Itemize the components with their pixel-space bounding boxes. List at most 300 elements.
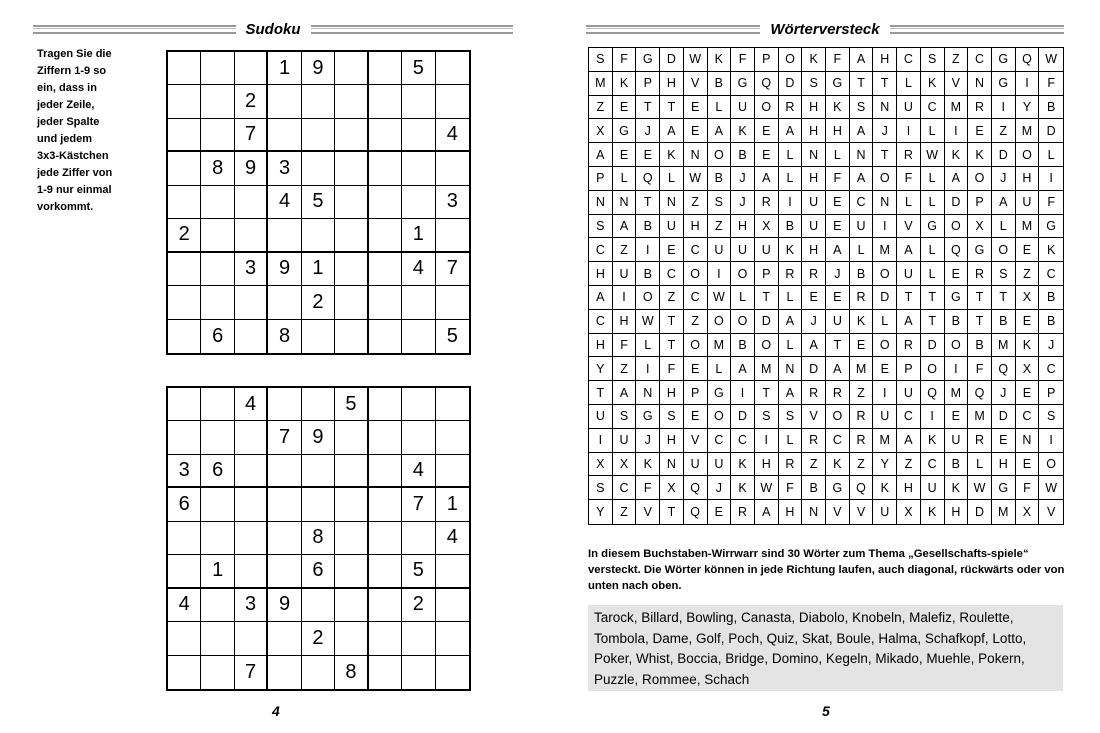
sudoku-cell[interactable] (436, 388, 469, 421)
wordsearch-letter[interactable]: T (589, 381, 613, 405)
wordsearch-letter[interactable]: D (968, 500, 992, 524)
wordsearch-letter[interactable]: T (636, 191, 660, 215)
sudoku-cell[interactable] (436, 421, 469, 454)
wordsearch-letter[interactable]: O (992, 238, 1016, 262)
sudoku-cell[interactable] (201, 589, 234, 622)
wordsearch-letter[interactable]: H (660, 72, 684, 96)
sudoku-cell[interactable] (369, 85, 402, 118)
wordsearch-letter[interactable]: E (1016, 381, 1040, 405)
wordsearch-letter[interactable]: H (873, 48, 897, 72)
wordsearch-letter[interactable]: D (873, 286, 897, 310)
sudoku-cell[interactable] (402, 388, 435, 421)
sudoku-cell[interactable] (268, 622, 301, 655)
sudoku-cell[interactable] (302, 589, 335, 622)
wordsearch-letter[interactable]: F (660, 357, 684, 381)
wordsearch-letter[interactable]: N (873, 191, 897, 215)
wordsearch-letter[interactable]: D (731, 405, 755, 429)
wordsearch-letter[interactable]: O (708, 310, 732, 334)
wordsearch-letter[interactable]: E (850, 334, 874, 358)
wordsearch-letter[interactable]: E (992, 429, 1016, 453)
wordsearch-letter[interactable]: T (968, 310, 992, 334)
wordsearch-letter[interactable]: D (921, 334, 945, 358)
wordsearch-letter[interactable]: T (660, 96, 684, 120)
wordsearch-letter[interactable]: U (1016, 191, 1040, 215)
wordsearch-letter[interactable]: W (708, 286, 732, 310)
wordsearch-letter[interactable]: L (660, 167, 684, 191)
wordsearch-letter[interactable]: F (613, 334, 637, 358)
wordsearch-letter[interactable]: A (613, 215, 637, 239)
wordsearch-letter[interactable]: U (731, 238, 755, 262)
wordsearch-letter[interactable]: I (708, 262, 732, 286)
wordsearch-letter[interactable]: V (945, 72, 969, 96)
wordsearch-letter[interactable]: C (660, 262, 684, 286)
wordsearch-letter[interactable]: L (708, 357, 732, 381)
wordsearch-letter[interactable]: C (968, 48, 992, 72)
wordsearch-letter[interactable]: X (589, 453, 613, 477)
sudoku-cell[interactable] (436, 286, 469, 319)
wordsearch-letter[interactable]: F (1016, 476, 1040, 500)
sudoku-cell[interactable]: 8 (268, 320, 301, 353)
wordsearch-letter[interactable]: B (992, 310, 1016, 334)
wordsearch-letter[interactable]: M (945, 381, 969, 405)
sudoku-cell[interactable] (201, 253, 234, 286)
wordsearch-letter[interactable]: Z (684, 191, 708, 215)
wordsearch-letter[interactable]: L (613, 167, 637, 191)
wordsearch-letter[interactable]: M (1016, 119, 1040, 143)
wordsearch-letter[interactable]: C (589, 310, 613, 334)
sudoku-cell[interactable] (436, 622, 469, 655)
wordsearch-letter[interactable]: L (897, 72, 921, 96)
wordsearch-letter[interactable]: T (897, 286, 921, 310)
wordsearch-letter[interactable]: R (779, 96, 803, 120)
wordsearch-letter[interactable]: X (1016, 500, 1040, 524)
wordsearch-letter[interactable]: V (897, 215, 921, 239)
wordsearch-letter[interactable]: U (802, 215, 826, 239)
wordsearch-letter[interactable]: K (945, 476, 969, 500)
wordsearch-letter[interactable]: J (1039, 334, 1063, 358)
wordsearch-letter[interactable]: O (1039, 453, 1063, 477)
wordsearch-letter[interactable]: C (1039, 357, 1063, 381)
sudoku-cell[interactable] (436, 589, 469, 622)
wordsearch-letter[interactable]: U (897, 381, 921, 405)
sudoku-cell[interactable]: 6 (201, 455, 234, 488)
sudoku-cell[interactable] (201, 85, 234, 118)
wordsearch-letter[interactable]: Q (968, 381, 992, 405)
wordsearch-letter[interactable]: G (731, 72, 755, 96)
wordsearch-letter[interactable]: Q (755, 72, 779, 96)
wordsearch-letter[interactable]: L (992, 215, 1016, 239)
wordsearch-letter[interactable]: O (708, 143, 732, 167)
sudoku-cell[interactable] (335, 589, 368, 622)
wordsearch-letter[interactable]: N (660, 191, 684, 215)
wordsearch-letter[interactable]: L (779, 334, 803, 358)
wordsearch-letter[interactable]: K (921, 72, 945, 96)
wordsearch-letter[interactable]: R (755, 191, 779, 215)
sudoku-cell[interactable] (402, 286, 435, 319)
wordsearch-letter[interactable]: I (755, 429, 779, 453)
wordsearch-letter[interactable]: H (731, 215, 755, 239)
wordsearch-letter[interactable]: U (613, 262, 637, 286)
wordsearch-letter[interactable]: B (1039, 286, 1063, 310)
wordsearch-letter[interactable]: Z (613, 500, 637, 524)
wordsearch-letter[interactable]: L (779, 167, 803, 191)
wordsearch-letter[interactable]: T (873, 72, 897, 96)
wordsearch-letter[interactable]: N (850, 143, 874, 167)
wordsearch-letter[interactable]: A (731, 357, 755, 381)
wordsearch-letter[interactable]: O (873, 262, 897, 286)
wordsearch-letter[interactable]: R (968, 262, 992, 286)
wordsearch-letter[interactable]: P (755, 262, 779, 286)
wordsearch-letter[interactable]: S (850, 96, 874, 120)
wordsearch-letter[interactable]: Q (1016, 48, 1040, 72)
wordsearch-letter[interactable]: L (779, 143, 803, 167)
wordsearch-letter[interactable]: P (589, 167, 613, 191)
sudoku-cell[interactable] (201, 219, 234, 252)
wordsearch-letter[interactable]: J (826, 262, 850, 286)
wordsearch-letter[interactable]: I (731, 381, 755, 405)
wordsearch-letter[interactable]: D (945, 191, 969, 215)
sudoku-cell[interactable] (335, 455, 368, 488)
wordsearch-letter[interactable]: R (968, 96, 992, 120)
sudoku-cell[interactable] (302, 455, 335, 488)
wordsearch-letter[interactable]: T (755, 381, 779, 405)
wordsearch-letter[interactable]: K (660, 143, 684, 167)
wordsearch-letter[interactable]: T (968, 286, 992, 310)
wordsearch-letter[interactable]: G (1039, 215, 1063, 239)
sudoku-cell[interactable] (201, 522, 234, 555)
sudoku-cell[interactable] (335, 286, 368, 319)
wordsearch-letter[interactable]: E (802, 286, 826, 310)
sudoku-cell[interactable] (168, 622, 201, 655)
wordsearch-letter[interactable]: U (684, 453, 708, 477)
sudoku-cell[interactable] (235, 286, 268, 319)
wordsearch-letter[interactable]: T (755, 286, 779, 310)
sudoku-cell[interactable] (369, 455, 402, 488)
wordsearch-letter[interactable]: Z (850, 453, 874, 477)
wordsearch-letter[interactable]: U (850, 215, 874, 239)
sudoku-cell[interactable] (268, 555, 301, 588)
wordsearch-letter[interactable]: W (921, 143, 945, 167)
wordsearch-letter[interactable]: R (850, 405, 874, 429)
sudoku-cell[interactable] (201, 119, 234, 152)
wordsearch-letter[interactable]: S (660, 405, 684, 429)
wordsearch-letter[interactable]: C (731, 429, 755, 453)
sudoku-cell[interactable] (402, 622, 435, 655)
sudoku-cell[interactable] (268, 286, 301, 319)
sudoku-cell[interactable] (268, 455, 301, 488)
sudoku-cell[interactable] (302, 219, 335, 252)
wordsearch-letter[interactable]: J (636, 429, 660, 453)
wordsearch-letter[interactable]: Z (992, 119, 1016, 143)
wordsearch-letter[interactable]: Y (589, 357, 613, 381)
wordsearch-letter[interactable]: Z (613, 238, 637, 262)
sudoku-cell[interactable] (168, 421, 201, 454)
wordsearch-letter[interactable]: J (636, 119, 660, 143)
wordsearch-letter[interactable]: P (684, 381, 708, 405)
wordsearch-letter[interactable]: S (992, 262, 1016, 286)
wordsearch-letter[interactable]: Z (613, 357, 637, 381)
wordsearch-letter[interactable]: E (1016, 310, 1040, 334)
sudoku-cell[interactable] (302, 320, 335, 353)
wordsearch-letter[interactable]: C (826, 429, 850, 453)
wordsearch-letter[interactable]: O (873, 167, 897, 191)
wordsearch-letter[interactable]: W (1039, 476, 1063, 500)
wordsearch-letter[interactable]: U (945, 429, 969, 453)
wordsearch-letter[interactable]: A (850, 48, 874, 72)
sudoku-cell[interactable] (436, 152, 469, 185)
wordsearch-letter[interactable]: L (850, 238, 874, 262)
wordsearch-letter[interactable]: F (826, 167, 850, 191)
wordsearch-letter[interactable]: B (850, 262, 874, 286)
sudoku-cell[interactable] (201, 488, 234, 521)
wordsearch-letter[interactable]: Y (589, 500, 613, 524)
wordsearch-letter[interactable]: N (1016, 429, 1040, 453)
sudoku-cell[interactable] (369, 219, 402, 252)
wordsearch-letter[interactable]: Z (945, 48, 969, 72)
wordsearch-letter[interactable]: J (992, 381, 1016, 405)
wordsearch-letter[interactable]: O (684, 262, 708, 286)
wordsearch-letter[interactable]: V (636, 500, 660, 524)
wordsearch-letter[interactable]: S (613, 405, 637, 429)
sudoku-cell[interactable]: 8 (201, 152, 234, 185)
wordsearch-letter[interactable]: J (708, 476, 732, 500)
wordsearch-letter[interactable]: C (613, 476, 637, 500)
wordsearch-letter[interactable]: I (992, 96, 1016, 120)
wordsearch-letter[interactable]: O (945, 334, 969, 358)
wordsearch-letter[interactable]: F (897, 167, 921, 191)
sudoku-cell[interactable]: 8 (335, 656, 368, 689)
wordsearch-letter[interactable]: M (708, 334, 732, 358)
wordsearch-letter[interactable]: V (826, 500, 850, 524)
sudoku-cell[interactable] (201, 388, 234, 421)
wordsearch-letter[interactable]: F (826, 48, 850, 72)
wordsearch-letter[interactable]: S (589, 476, 613, 500)
wordsearch-letter[interactable]: A (850, 167, 874, 191)
wordsearch-letter[interactable]: U (802, 191, 826, 215)
wordsearch-letter[interactable]: Z (897, 453, 921, 477)
sudoku-cell[interactable] (369, 555, 402, 588)
wordsearch-letter[interactable]: I (1039, 429, 1063, 453)
wordsearch-letter[interactable]: E (613, 143, 637, 167)
wordsearch-letter[interactable]: H (684, 215, 708, 239)
sudoku-cell[interactable]: 9 (235, 152, 268, 185)
wordsearch-letter[interactable]: Q (992, 357, 1016, 381)
wordsearch-letter[interactable]: K (968, 143, 992, 167)
sudoku-cell[interactable]: 2 (302, 622, 335, 655)
wordsearch-letter[interactable]: H (1016, 167, 1040, 191)
sudoku-cell[interactable] (335, 421, 368, 454)
wordsearch-letter[interactable]: I (1039, 167, 1063, 191)
wordsearch-letter[interactable]: G (613, 119, 637, 143)
sudoku-cell[interactable] (168, 555, 201, 588)
wordsearch-letter[interactable]: N (613, 191, 637, 215)
wordsearch-letter[interactable]: I (945, 357, 969, 381)
sudoku-cell[interactable] (402, 119, 435, 152)
wordsearch-letter[interactable]: W (684, 167, 708, 191)
wordsearch-letter[interactable]: R (802, 429, 826, 453)
sudoku-cell[interactable]: 4 (235, 388, 268, 421)
sudoku-cell[interactable]: 2 (402, 589, 435, 622)
sudoku-cell[interactable] (168, 152, 201, 185)
wordsearch-letter[interactable]: A (897, 429, 921, 453)
wordsearch-letter[interactable]: O (921, 357, 945, 381)
wordsearch-letter[interactable]: C (684, 286, 708, 310)
sudoku-cell[interactable]: 4 (402, 455, 435, 488)
wordsearch-letter[interactable]: B (708, 167, 732, 191)
wordsearch-letter[interactable]: V (684, 429, 708, 453)
wordsearch-letter[interactable]: E (684, 405, 708, 429)
sudoku-cell[interactable] (369, 52, 402, 85)
wordsearch-letter[interactable]: E (660, 238, 684, 262)
wordsearch-letter[interactable]: O (1016, 143, 1040, 167)
wordsearch-letter[interactable]: C (1039, 262, 1063, 286)
wordsearch-letter[interactable]: I (636, 238, 660, 262)
wordsearch-letter[interactable]: M (945, 96, 969, 120)
wordsearch-letter[interactable]: N (802, 143, 826, 167)
sudoku-cell[interactable] (335, 85, 368, 118)
wordsearch-letter[interactable]: O (873, 334, 897, 358)
wordsearch-letter[interactable]: I (945, 119, 969, 143)
sudoku-cell[interactable] (369, 320, 402, 353)
wordsearch-letter[interactable]: A (613, 381, 637, 405)
wordsearch-letter[interactable]: E (826, 215, 850, 239)
wordsearch-letter[interactable]: J (992, 167, 1016, 191)
wordsearch-letter[interactable]: A (850, 119, 874, 143)
wordsearch-letter[interactable]: F (779, 476, 803, 500)
sudoku-cell[interactable]: 3 (268, 152, 301, 185)
wordsearch-letter[interactable]: O (826, 405, 850, 429)
sudoku-cell[interactable] (201, 656, 234, 689)
sudoku-cell[interactable] (402, 522, 435, 555)
sudoku-cell[interactable] (201, 52, 234, 85)
wordsearch-letter[interactable]: M (873, 238, 897, 262)
wordsearch-letter[interactable]: F (636, 476, 660, 500)
wordsearch-letter[interactable]: W (636, 310, 660, 334)
wordsearch-letter[interactable]: E (826, 286, 850, 310)
wordsearch-letter[interactable]: R (968, 429, 992, 453)
wordsearch-letter[interactable]: X (589, 119, 613, 143)
wordsearch-letter[interactable]: E (873, 357, 897, 381)
wordsearch-letter[interactable]: I (1016, 72, 1040, 96)
wordsearch-letter[interactable]: A (779, 381, 803, 405)
wordsearch-letter[interactable]: L (1039, 143, 1063, 167)
sudoku-cell[interactable]: 6 (168, 488, 201, 521)
wordsearch-letter[interactable]: M (1016, 215, 1040, 239)
wordsearch-letter[interactable]: G (992, 72, 1016, 96)
sudoku-cell[interactable] (201, 286, 234, 319)
sudoku-cell[interactable]: 1 (268, 52, 301, 85)
wordsearch-letter[interactable]: P (897, 357, 921, 381)
wordsearch-letter[interactable]: I (613, 286, 637, 310)
sudoku-cell[interactable]: 2 (235, 85, 268, 118)
wordsearch-letter[interactable]: A (779, 119, 803, 143)
sudoku-cell[interactable] (335, 253, 368, 286)
wordsearch-letter[interactable]: T (921, 310, 945, 334)
sudoku-cell[interactable] (402, 152, 435, 185)
sudoku-cell[interactable] (302, 388, 335, 421)
wordsearch-letter[interactable]: J (873, 119, 897, 143)
wordsearch-letter[interactable]: Q (921, 381, 945, 405)
sudoku-cell[interactable] (436, 219, 469, 252)
wordsearch-letter[interactable]: U (921, 476, 945, 500)
wordsearch-letter[interactable]: H (802, 167, 826, 191)
wordsearch-letter[interactable]: B (779, 215, 803, 239)
wordsearch-letter[interactable]: A (826, 238, 850, 262)
sudoku-cell[interactable]: 5 (446, 324, 458, 347)
wordsearch-letter[interactable]: J (731, 191, 755, 215)
sudoku-cell[interactable] (369, 253, 402, 286)
wordsearch-letter[interactable]: B (968, 334, 992, 358)
wordsearch-letter[interactable]: T (660, 500, 684, 524)
wordsearch-letter[interactable]: H (589, 334, 613, 358)
wordsearch-letter[interactable]: D (755, 310, 779, 334)
wordsearch-letter[interactable]: P (968, 191, 992, 215)
wordsearch-letter[interactable]: E (968, 119, 992, 143)
wordsearch-letter[interactable]: T (660, 334, 684, 358)
sudoku-cell[interactable] (436, 455, 469, 488)
sudoku-cell[interactable]: 3 (436, 186, 469, 219)
wordsearch-letter[interactable]: R (897, 334, 921, 358)
wordsearch-letter[interactable]: N (968, 72, 992, 96)
wordsearch-letter[interactable]: U (708, 453, 732, 477)
sudoku-cell[interactable] (235, 488, 268, 521)
wordsearch-letter[interactable]: S (708, 191, 732, 215)
wordsearch-letter[interactable]: B (1039, 96, 1063, 120)
wordsearch-letter[interactable]: C (1016, 405, 1040, 429)
wordsearch-letter[interactable]: C (921, 453, 945, 477)
wordsearch-letter[interactable]: A (992, 191, 1016, 215)
sudoku-cell[interactable] (335, 186, 368, 219)
wordsearch-letter[interactable]: S (589, 215, 613, 239)
wordsearch-letter[interactable]: B (945, 310, 969, 334)
wordsearch-letter[interactable]: B (802, 476, 826, 500)
sudoku-cell[interactable] (235, 52, 268, 85)
sudoku-cell[interactable] (369, 656, 402, 689)
wordsearch-letter[interactable]: Z (850, 381, 874, 405)
wordsearch-letter[interactable]: N (660, 453, 684, 477)
wordsearch-letter[interactable]: G (921, 215, 945, 239)
wordsearch-letter[interactable]: K (708, 48, 732, 72)
sudoku-cell[interactable] (201, 186, 234, 219)
sudoku-cell[interactable] (436, 85, 469, 118)
wordsearch-letter[interactable]: O (636, 286, 660, 310)
sudoku-cell[interactable]: 9 (268, 253, 301, 286)
wordsearch-letter[interactable]: M (589, 72, 613, 96)
wordsearch-letter[interactable]: Z (589, 96, 613, 120)
wordsearch-letter[interactable]: G (968, 238, 992, 262)
wordsearch-letter[interactable]: D (992, 143, 1016, 167)
sudoku-cell[interactable] (369, 522, 402, 555)
wordsearch-letter[interactable]: C (921, 96, 945, 120)
wordsearch-letter[interactable]: G (708, 381, 732, 405)
wordsearch-letter[interactable]: G (636, 405, 660, 429)
wordsearch-letter[interactable]: B (731, 143, 755, 167)
wordsearch-letter[interactable]: R (802, 381, 826, 405)
wordsearch-letter[interactable]: Z (1016, 262, 1040, 286)
sudoku-cell[interactable] (369, 152, 402, 185)
wordsearch-letter[interactable]: A (897, 310, 921, 334)
wordsearch-letter[interactable]: D (779, 72, 803, 96)
sudoku-cell[interactable] (369, 186, 402, 219)
wordsearch-letter[interactable]: K (779, 238, 803, 262)
sudoku-cell[interactable]: 5 (335, 388, 368, 421)
wordsearch-letter[interactable]: K (1039, 238, 1063, 262)
wordsearch-letter[interactable]: U (589, 405, 613, 429)
wordsearch-letter[interactable]: F (731, 48, 755, 72)
wordsearch-letter[interactable]: V (684, 72, 708, 96)
wordsearch-letter[interactable]: K (921, 429, 945, 453)
wordsearch-letter[interactable]: L (826, 143, 850, 167)
